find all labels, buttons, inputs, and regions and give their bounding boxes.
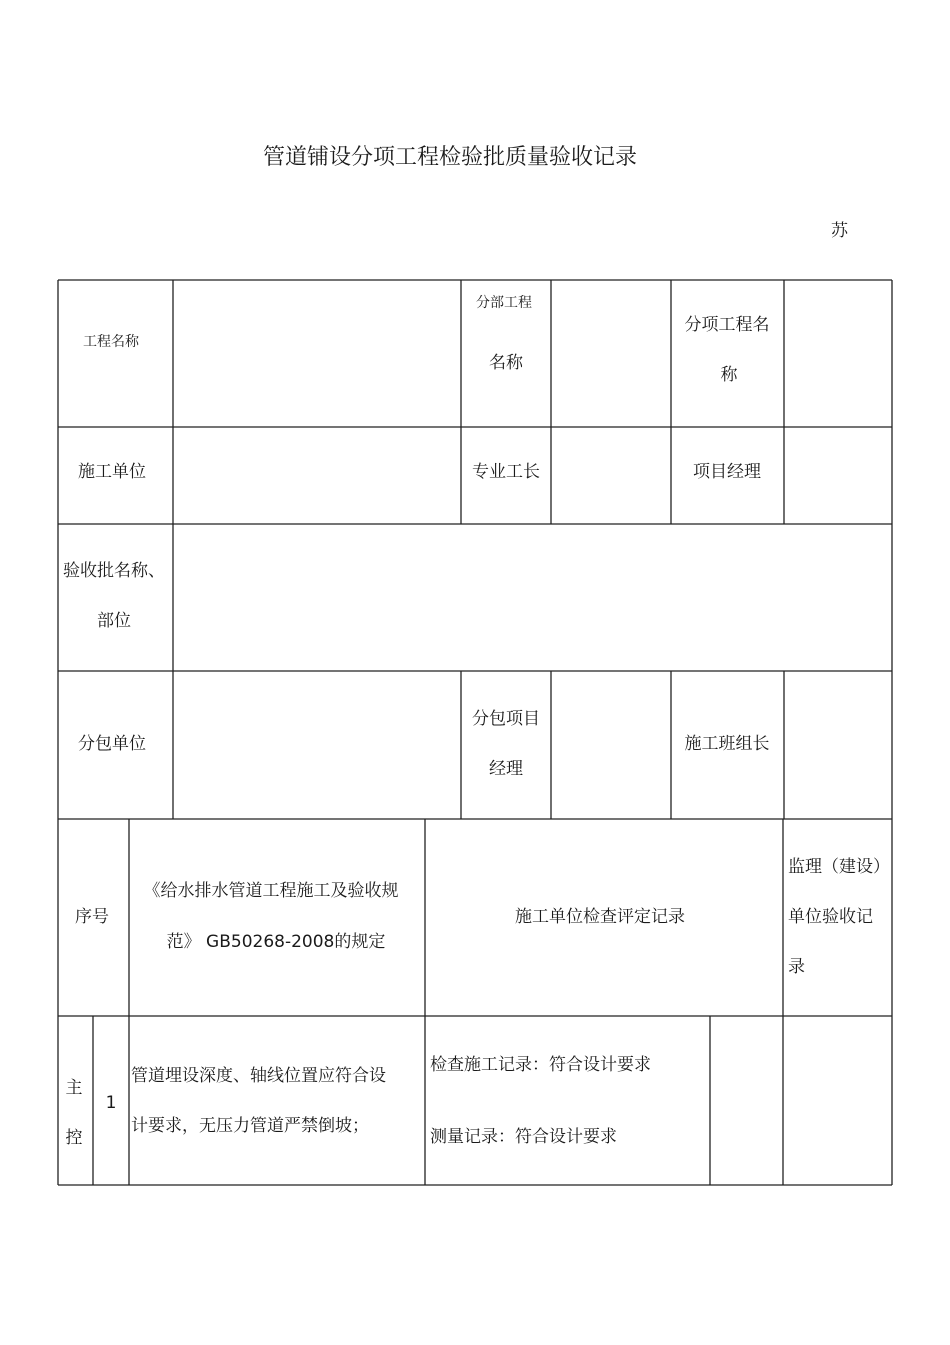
project-manager-label: 项目经理 — [693, 462, 761, 482]
project-name-label: 工程名称 — [83, 334, 139, 350]
supervision-header-line1: 监理（建设） — [788, 857, 890, 877]
record-line1: 检查施工记录：符合设计要求 — [430, 1055, 651, 1075]
seq-header: 序号 — [75, 907, 109, 927]
sub-item-label-line1: 分项工程名 — [684, 315, 770, 335]
batch-label-line1: 验收批名称、 — [63, 561, 165, 581]
sub-pm-label-line2: 经理 — [489, 759, 523, 779]
spec-header-line1: 《给水排水管道工程施工及验收规 — [143, 881, 399, 901]
foreman-label: 专业工长 — [472, 462, 540, 482]
sub-dept-label-line1: 分部工程 — [476, 295, 532, 311]
corner-mark: 苏 — [831, 221, 848, 241]
sub-item-label-line2: 称 — [720, 365, 738, 385]
item-number: 1 — [105, 1093, 117, 1113]
sub-pm-label-line1: 分包项目 — [472, 709, 540, 729]
subcontract-unit-label: 分包单位 — [78, 734, 146, 754]
requirement-line1: 管道埋设深度、轴线位置应符合设 — [131, 1066, 386, 1086]
requirement-line2: 计要求，无压力管道严禁倒坡； — [131, 1116, 369, 1136]
record-line2: 测量记录：符合设计要求 — [430, 1127, 617, 1147]
document-title: 管道铺设分项工程检验批质量验收记录 — [262, 145, 637, 170]
construction-unit-label: 施工单位 — [78, 462, 146, 482]
category-char-2: 控 — [65, 1128, 83, 1148]
supervision-header-line3: 录 — [788, 957, 805, 977]
check-record-header: 施工单位检查评定记录 — [515, 907, 685, 927]
supervision-header-line2: 单位验收记 — [788, 907, 873, 927]
batch-label-line2: 部位 — [97, 611, 131, 631]
category-char-1: 主 — [65, 1078, 83, 1098]
spec-header-line2: 范》 GB50268-2008的规定 — [166, 932, 386, 952]
sub-dept-label-line2: 名称 — [489, 353, 523, 373]
team-leader-label: 施工班组长 — [684, 734, 770, 754]
